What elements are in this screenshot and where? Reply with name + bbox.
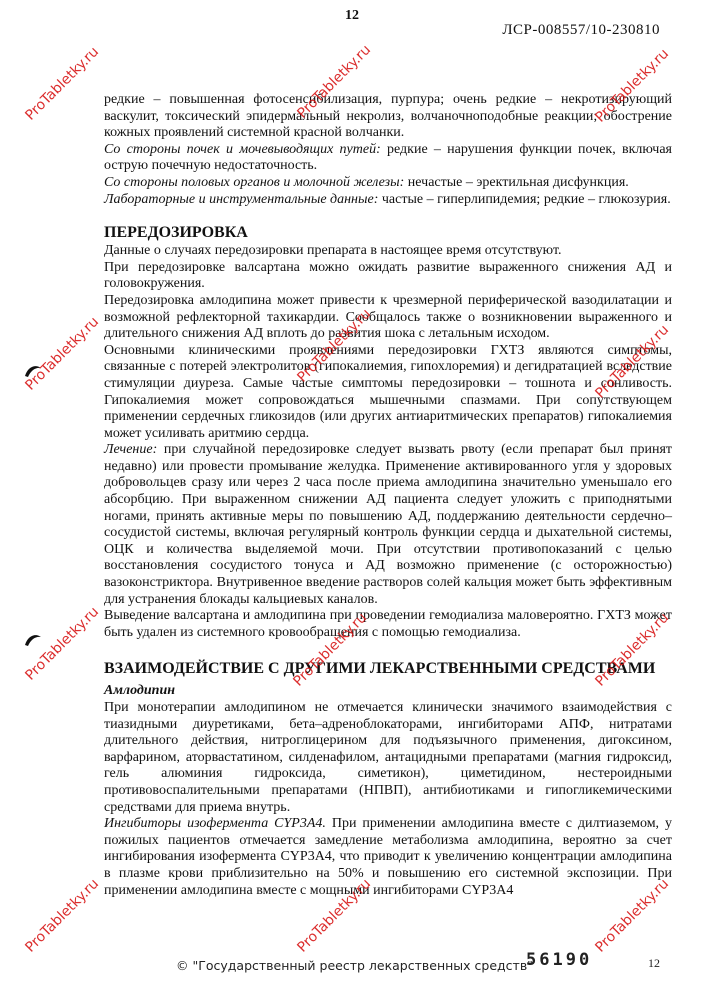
watermark: ProTabletky.ru bbox=[22, 313, 103, 394]
paragraph: При монотерапии амлодипином не отмечается клинически значимого взаимодействия с тиазидными диуретиками, бета–адреноблокаторами, ингибиторами АПФ, нитратами длительного действия, нитроглицерином для подъязычного применения, дигоксином, варфарином, аторвастатином, силденафилом, антацидными препаратами (магния гидроксид, гель алюминия гидроксида, симетикон), циметидином, нестероидными противовоспалительными препаратами (НПВП), антибиотиками и гипогликемическими средствами для приема внутрь. bbox=[104, 700, 672, 815]
paragraph: Лабораторные и инструментальные данные: частые – гиперлипидемия; редкие – глюкозурия. bbox=[104, 191, 671, 207]
section-heading-interactions: ВЗАИМОДЕЙСТВИЕ С ДРУГИМИ ЛЕКАРСТВЕННЫМИ СРЕДСТВАМИ bbox=[104, 660, 656, 678]
binder-mark-icon bbox=[24, 633, 42, 647]
watermark: ProTabletky.ru bbox=[592, 609, 673, 690]
watermark: ProTabletky.ru bbox=[294, 875, 375, 956]
section-heading-overdose: ПЕРЕДОЗИРОВКА bbox=[104, 224, 248, 242]
paragraph: Выведение валсартана и амлодипина при проведении гемодиализа маловероятно. ГХТЗ может быть удален из системного кровообращения с помощью гемодиализа. bbox=[104, 608, 672, 640]
paragraph: Ингибиторы изофермента CYP3A4. При применении амлодипина вместе с дилтиаземом, у пожилых пациентов отмечается замедление метаболизма амлодипина, вероятно за счет ингибирования изофермента CYP3A4, что приводит к увеличению концентрации амлодипина в плазме крови приблизительно на 50% и повышению его системной экспозиции. При применении амлодипина вместе с мощными ингибиторами CYP3A4 bbox=[104, 816, 672, 898]
watermark: ProTabletky.ru bbox=[294, 305, 375, 386]
watermark: ProTabletky.ru bbox=[592, 45, 673, 126]
watermark: ProTabletky.ru bbox=[290, 609, 371, 690]
page-number: 12 bbox=[345, 8, 359, 23]
copyright-footer: © "Государственный реестр лекарственных средств" bbox=[176, 958, 533, 973]
watermark: ProTabletky.ru bbox=[592, 875, 673, 956]
paragraph: редкие – повышенная фотосенсибилизация, пурпура; очень редкие – некротизирующий васкулит, токсический эпидермальный некролиз, волчаночноподобные реакции; обострение кожных проявлений системной красной волчанки. bbox=[104, 92, 672, 141]
registration-number: 56190 bbox=[526, 950, 593, 970]
paragraph: Основными клиническими проявлениями передозировки ГХТЗ являются симптомы, связанные с потерей электролитов (гипокалиемия, гипохлоремия) и дегидратацией вследствие стимуляции диуреза. Самые частые симптомы передозировки – тошнота и сонливость. Гипокалиемия может сопровождаться мышечными спазмами. При сопутствующем применении сердечных гликозидов (или других антиаритмических препаратов) гипокалиемия может усиливать аритмию сердца. bbox=[104, 342, 672, 441]
watermark: ProTabletky.ru bbox=[22, 875, 103, 956]
paragraph: Лечение: при случайной передозировке следует вызвать рвоту (если препарат был принят недавно) или провести промывание желудка. Применение активированного угля у здоровых добровольцев сразу или через 2 часа после приема амлодипина значительно уменьшало его абсорбцию. При выраженном снижении АД пациента следует уложить с приподнятыми ногами, принять активные меры по повышению АД, поддержанию деятельности сердечно–сосудистой системы, включая регулярный контроль функции сердца и дыхательной системы, ОЦК и количества выделяемой мочи. При отсутствии противопоказаний с целью восстановления сосудистого тонуса и АД возможно применение (с осторожностью) вазоконстриктора. Внутривенное введение растворов солей кальция может быть эффективным для устранения блокады кальциевых каналов. bbox=[104, 442, 672, 607]
paragraph: Со стороны половых органов и молочной железы: нечастые – эректильная дисфункция. bbox=[104, 174, 629, 190]
subsection-heading: Амлодипин bbox=[104, 683, 176, 699]
watermark: ProTabletky.ru bbox=[592, 321, 673, 402]
watermark: ProTabletky.ru bbox=[294, 41, 375, 122]
paragraph: Передозировка амлодипина может привести к чрезмерной периферической вазодилатации и возможной рефлекторной тахикардии. Сообщалось также о возникновении выраженного и длительного снижения АД вплоть до развития шока с летальным исходом. bbox=[104, 292, 672, 342]
document-id: ЛСР-008557/10-230810 bbox=[502, 22, 660, 38]
document-body bbox=[104, 92, 672, 899]
watermark: ProTabletky.ru bbox=[22, 603, 103, 684]
paragraph: Со стороны почек и мочевыводящих путей: редкие – нарушения функции почек, включая острую почечную недостаточность. bbox=[104, 141, 672, 174]
paragraph: При передозировке валсартана можно ожидать развитие выраженного снижения АД и головокружения. bbox=[104, 259, 672, 292]
paragraph: Данные о случаях передозировки препарата в настоящее время отсутствуют. bbox=[104, 243, 562, 259]
page-code: 12 bbox=[648, 956, 660, 970]
watermark: ProTabletky.ru bbox=[22, 43, 103, 124]
